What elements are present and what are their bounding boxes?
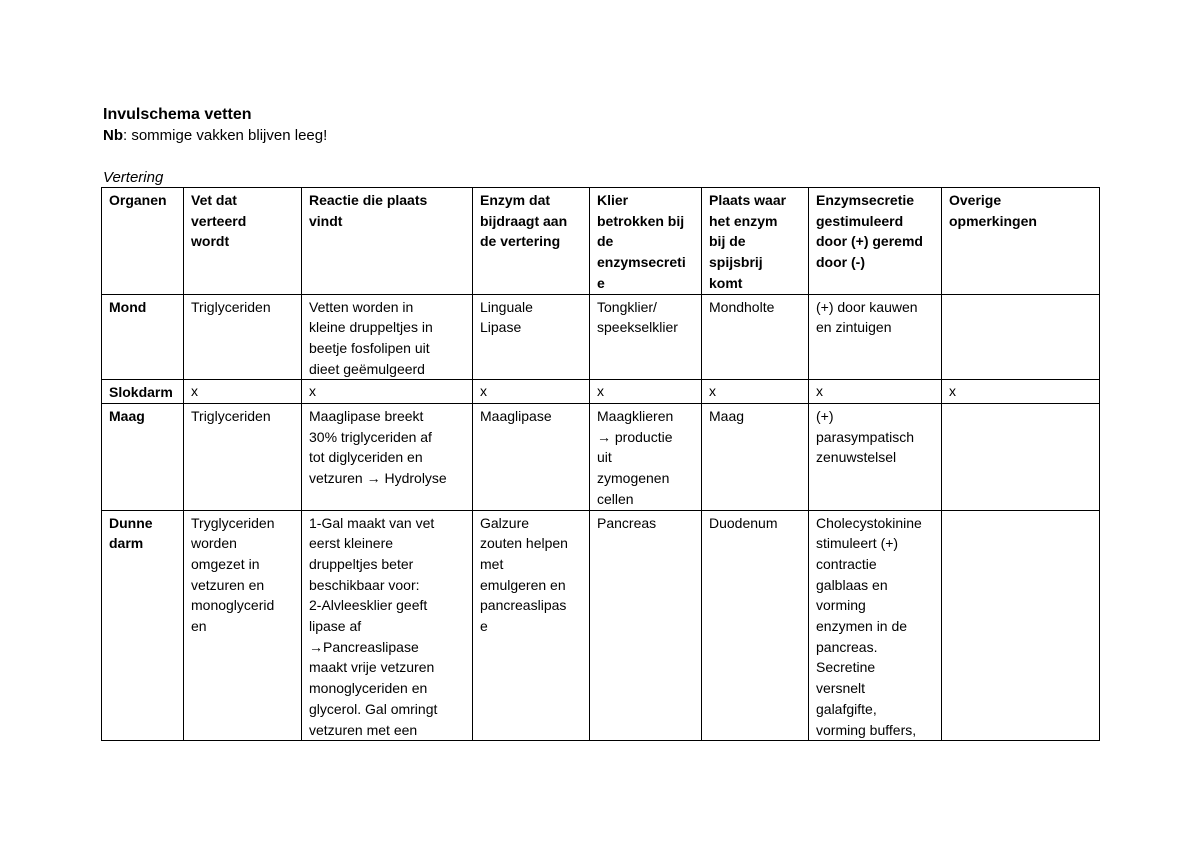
cell-line: zymogenen xyxy=(597,470,670,487)
cell-line: bijdraagt aan xyxy=(480,212,568,229)
cell-line: x xyxy=(597,383,604,400)
cell-reactie xyxy=(302,404,473,511)
cell-line: Klier xyxy=(597,192,629,208)
cell-line: spijsbrij xyxy=(709,254,763,271)
cell-line: eerst kleinere xyxy=(309,535,394,552)
cell-line: bij de xyxy=(709,233,746,250)
cell-line: Overige xyxy=(949,192,1002,208)
cell-line: worden xyxy=(191,535,237,552)
cell-enzym xyxy=(473,380,590,404)
cell-line: emulgeren en xyxy=(480,576,566,593)
document-title: Invulschema vetten xyxy=(103,106,252,123)
table-row xyxy=(102,510,1100,741)
cell-line: monoglycerid xyxy=(191,597,275,614)
cell-line: tot diglyceriden en xyxy=(309,449,423,466)
cell-line: Maag xyxy=(709,408,745,425)
cell-vet xyxy=(184,404,302,511)
header-cell-klier xyxy=(590,188,702,295)
cell-opmerkingen xyxy=(942,510,1100,741)
cell-line: Maag xyxy=(109,408,145,425)
cell-line: Enzym dat xyxy=(480,192,551,208)
cell-plaats xyxy=(702,380,809,404)
cell-line: met xyxy=(480,555,504,572)
note-prefix: Nb xyxy=(103,127,123,144)
cell-line: Slokdarm xyxy=(109,384,173,401)
cell-line: Reactie die plaats xyxy=(309,192,428,208)
cell-line: betrokken bij xyxy=(597,212,685,229)
cell-klier xyxy=(590,380,702,404)
cell-line: kleine druppeltjes in xyxy=(309,319,433,336)
cell-line: vorming buffers, xyxy=(816,721,917,738)
cell-line: pancreaslipas xyxy=(480,597,567,614)
cell-line: verteerd xyxy=(191,212,247,229)
cell-line: e xyxy=(597,274,605,291)
cell-vet xyxy=(184,294,302,380)
cell-enzym xyxy=(473,404,590,511)
cell-line: dieet geëmulgeerd xyxy=(309,360,425,377)
row-header-cell xyxy=(102,294,184,380)
cell-line: pancreas. xyxy=(816,638,878,655)
cell-line: → productie xyxy=(597,428,673,445)
cell-secretie xyxy=(809,380,942,404)
cell-line: Tryglyceriden xyxy=(191,514,275,531)
cell-line: Linguale xyxy=(480,298,533,315)
cell-line: Lipase xyxy=(480,319,522,336)
cell-line: de vertering xyxy=(480,233,561,250)
cell-reactie xyxy=(302,510,473,741)
document-note xyxy=(103,126,327,146)
header-cell-plaats xyxy=(702,188,809,295)
cell-line: Mond xyxy=(109,298,147,315)
cell-line: Galzure xyxy=(480,514,530,531)
cell-line: galafgifte, xyxy=(816,700,877,717)
cell-line: (+) xyxy=(816,408,834,425)
cell-line: door (-) xyxy=(816,254,865,271)
cell-line: stimuleert (+) xyxy=(816,535,899,552)
cell-line: de xyxy=(597,233,614,250)
cell-line: enzymen in de xyxy=(816,618,908,635)
table-row xyxy=(102,380,1100,404)
cell-line: Tongklier/ xyxy=(597,298,657,315)
cell-line: parasympatisch xyxy=(816,428,915,445)
cell-line: lipase af xyxy=(309,618,362,635)
cell-line: Organen xyxy=(109,192,167,208)
cell-line: maakt vrije vetzuren xyxy=(309,659,435,676)
cell-enzym xyxy=(473,510,590,741)
cell-line: vetzuren met een xyxy=(309,721,418,738)
header-cell-reactie xyxy=(302,188,473,295)
cell-line: 30% triglyceriden af xyxy=(309,428,432,445)
cell-line: Maaglipase breekt xyxy=(309,408,424,425)
row-header-cell xyxy=(102,404,184,511)
cell-line: galblaas en xyxy=(816,576,888,593)
cell-line: x xyxy=(191,383,198,400)
note-text: : sommige vakken blijven leeg! xyxy=(123,127,328,144)
cell-line: enzymsecreti xyxy=(597,254,686,271)
cell-line: x xyxy=(816,383,823,400)
cell-line: zenuwstelsel xyxy=(816,449,897,466)
cell-line: (+) door kauwen xyxy=(816,298,918,315)
header-cell-opmerkingen xyxy=(942,188,1100,295)
cell-line: Mondholte xyxy=(709,298,775,315)
cell-klier xyxy=(590,404,702,511)
table-row xyxy=(102,294,1100,380)
cell-line: Enzymsecretie xyxy=(816,192,915,208)
cell-opmerkingen xyxy=(942,294,1100,380)
cell-vet xyxy=(184,510,302,741)
header-cell-secretie xyxy=(809,188,942,295)
cell-line: wordt xyxy=(191,233,230,250)
cell-line: Cholecystokinine xyxy=(816,514,922,531)
section-heading: Vertering xyxy=(103,169,164,186)
cell-plaats xyxy=(702,294,809,380)
cell-line: →Pancreaslipase xyxy=(309,638,419,655)
cell-line: 1-Gal maakt van vet xyxy=(309,514,435,531)
cell-opmerkingen xyxy=(942,404,1100,511)
cell-line: Duodenum xyxy=(709,514,778,531)
cell-line: glycerol. Gal omringt xyxy=(309,700,438,717)
cell-line: speekselklier xyxy=(597,319,678,336)
cell-line: het enzym xyxy=(709,212,778,229)
cell-line: x xyxy=(709,383,716,400)
cell-line: e xyxy=(480,618,488,635)
cell-line: Dunne xyxy=(109,514,153,531)
cell-line: Maaglipase xyxy=(480,408,552,425)
cell-line: x xyxy=(480,383,487,400)
cell-line: Triglyceriden xyxy=(191,298,271,315)
cell-line: versnelt xyxy=(816,680,866,697)
header-cell-vet xyxy=(184,188,302,295)
cell-line: Maagklieren xyxy=(597,408,674,425)
cell-reactie xyxy=(302,294,473,380)
cell-line: Pancreas xyxy=(597,514,657,531)
cell-line: Vetten worden in xyxy=(309,298,414,315)
cell-line: contractie xyxy=(816,555,877,572)
cell-line: omgezet in xyxy=(191,555,260,572)
cell-enzym xyxy=(473,294,590,380)
cell-line: vindt xyxy=(309,212,343,229)
cell-plaats xyxy=(702,404,809,511)
cell-line: Secretine xyxy=(816,659,876,676)
cell-line: vetzuren en xyxy=(191,576,265,593)
cell-line: vetzuren → Hydrolyse xyxy=(309,470,447,487)
cell-line: 2-Alvleesklier geeft xyxy=(309,597,428,614)
cell-secretie xyxy=(809,294,942,380)
cell-opmerkingen xyxy=(942,380,1100,404)
cell-line: komt xyxy=(709,274,743,291)
header-cell-enzym xyxy=(473,188,590,295)
cell-line: Vet dat xyxy=(191,192,237,208)
cell-vet xyxy=(184,380,302,404)
cell-line: x xyxy=(949,383,956,400)
cell-line: uit xyxy=(597,449,612,466)
cell-secretie xyxy=(809,510,942,741)
table-header-row xyxy=(102,188,1100,295)
cell-line: en zintuigen xyxy=(816,319,892,336)
cell-line: cellen xyxy=(597,490,634,507)
cell-line: x xyxy=(309,383,316,400)
fat-digestion-table xyxy=(101,187,1100,741)
cell-line: beetje fosfolipen uit xyxy=(309,339,430,356)
cell-line: darm xyxy=(109,535,144,552)
header-cell-organen xyxy=(102,188,184,295)
cell-line: gestimuleerd xyxy=(816,212,904,229)
cell-line: zouten helpen xyxy=(480,535,568,552)
table-row xyxy=(102,404,1100,511)
cell-klier xyxy=(590,510,702,741)
cell-line: monoglyceriden en xyxy=(309,680,428,697)
cell-line: vorming xyxy=(816,597,866,614)
cell-line: en xyxy=(191,618,207,635)
cell-line: beschikbaar voor: xyxy=(309,576,420,593)
cell-line: Triglyceriden xyxy=(191,408,271,425)
row-header-cell xyxy=(102,380,184,404)
cell-line: druppeltjes beter xyxy=(309,555,414,572)
cell-secretie xyxy=(809,404,942,511)
cell-reactie xyxy=(302,380,473,404)
cell-klier xyxy=(590,294,702,380)
cell-plaats xyxy=(702,510,809,741)
cell-line: door (+) geremd xyxy=(816,233,923,250)
cell-line: opmerkingen xyxy=(949,212,1037,229)
cell-line: Plaats waar xyxy=(709,192,787,208)
row-header-cell xyxy=(102,510,184,741)
